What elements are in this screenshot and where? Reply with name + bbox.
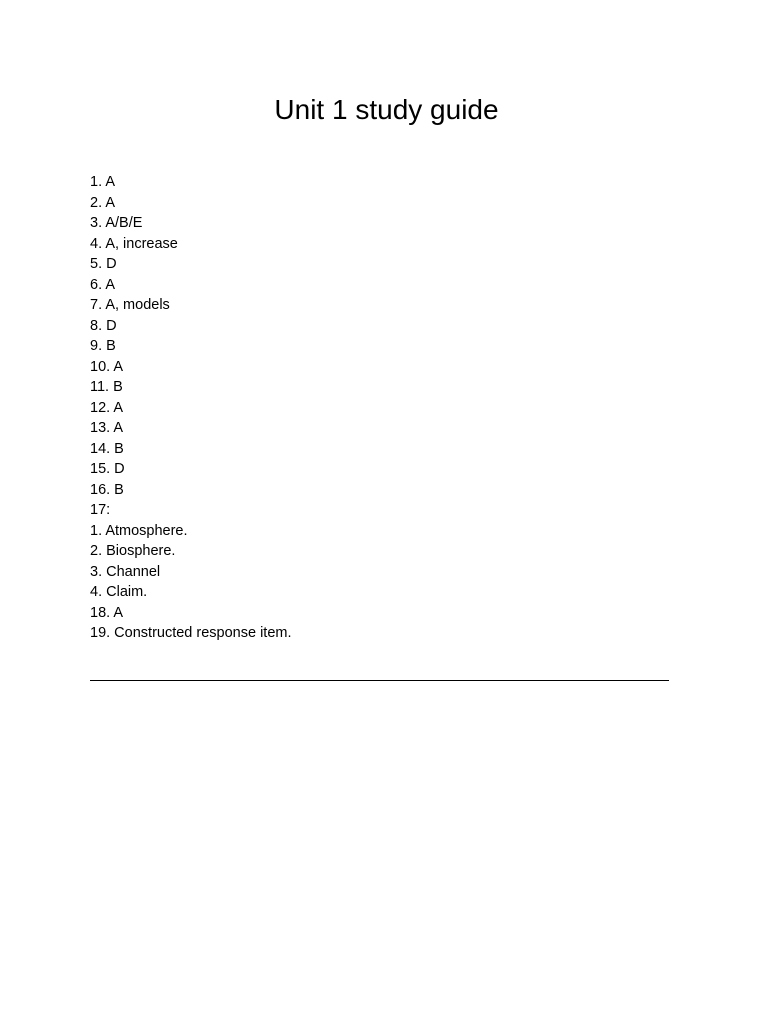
answer-line: 5. D [90, 256, 117, 272]
answer-line: 6. A [90, 276, 115, 293]
horizontal-divider [90, 680, 669, 681]
answer-line: 12. A [90, 399, 124, 416]
answer-line: 11. B [90, 379, 123, 395]
answer-line: 2. Biosphere. [90, 543, 176, 559]
answer-line: 3. Channel [90, 563, 161, 580]
answer-line: 7. A, models [90, 297, 170, 313]
answer-line: 9. B [90, 338, 116, 354]
answer-line: 18. A [90, 604, 124, 621]
answer-line: 19. Constructed response item. [90, 625, 292, 641]
answer-line: 14. B [90, 440, 124, 457]
answer-line: 1. A [90, 174, 115, 190]
answer-line: 2. A [90, 194, 115, 211]
answer-line: 4. A, increase [90, 235, 178, 252]
answer-line: 4. Claim. [90, 584, 148, 600]
page-title: Unit 1 study guide [274, 94, 499, 125]
answer-line: 13. A [90, 420, 124, 436]
answer-line: 1. Atmosphere. [90, 522, 188, 539]
answer-line: 17: [90, 502, 111, 518]
answer-list [90, 172, 292, 644]
answer-line: 10. A [90, 358, 124, 375]
answer-line: 8. D [90, 317, 117, 334]
answer-line: 16. B [90, 481, 124, 498]
answer-line: 15. D [90, 461, 125, 477]
answer-line: 3. A/B/E [90, 215, 143, 231]
